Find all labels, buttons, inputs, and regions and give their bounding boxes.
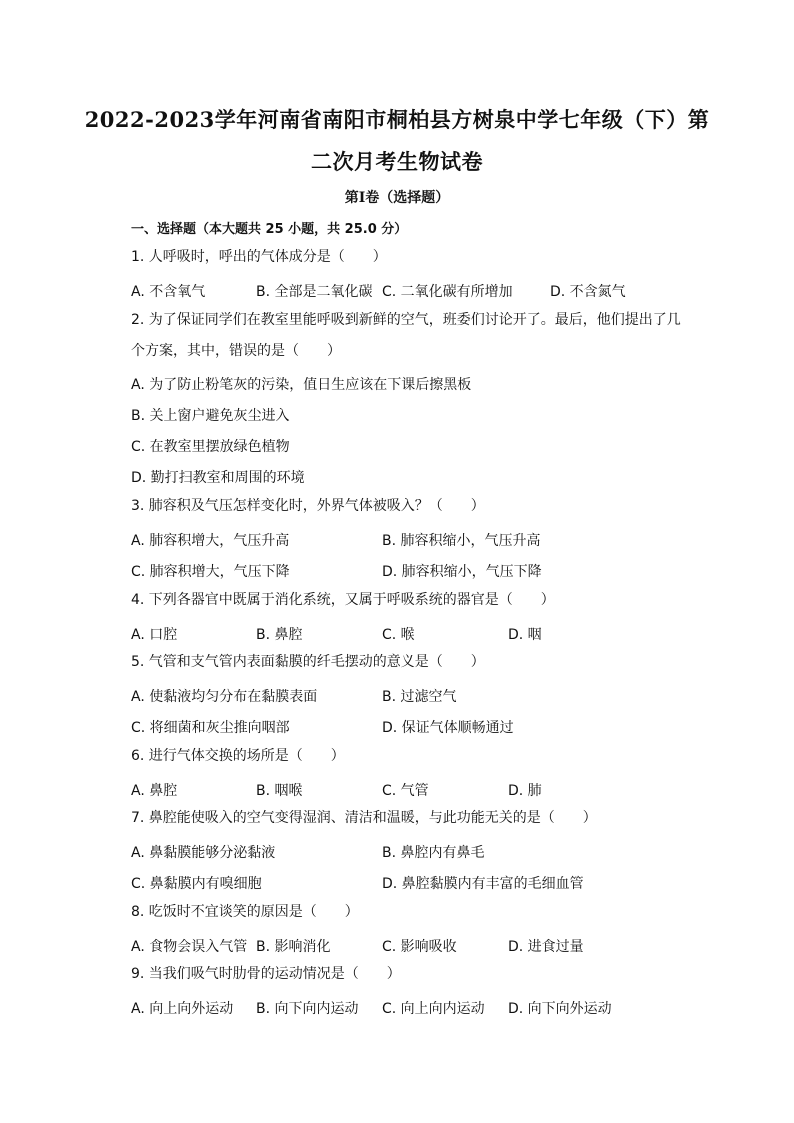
section-heading: 第I卷（选择题） <box>344 190 450 206</box>
question-1-option-c: C. 二氧化碳有所增加 <box>382 284 513 300</box>
question-7-option-a: A. 鼻黏膜能够分泌黏液 <box>131 845 276 861</box>
question-8-option-d: D. 进食过量 <box>508 939 584 955</box>
question-3-option-c: C. 肺容积增大，气压下降 <box>131 564 290 580</box>
question-9-stem: 9. 当我们吸气时肋骨的运动情况是（ ） <box>131 966 401 982</box>
question-8-stem: 8. 吃饭时不宜谈笑的原因是（ ） <box>131 904 359 920</box>
question-6-option-a: A. 鼻腔 <box>131 783 178 799</box>
question-6-stem: 6. 进行气体交换的场所是（ ） <box>131 748 345 764</box>
question-1-option-a: A. 不含氧气 <box>131 284 206 300</box>
question-1-stem: 1. 人呼吸时，呼出的气体成分是（ ） <box>131 249 387 265</box>
question-2-stem-line2: 个方案，其中，错误的是（ ） <box>131 343 341 359</box>
question-3-option-b: B. 肺容积缩小，气压升高 <box>382 533 541 549</box>
question-8-option-a: A. 食物会误入气管 <box>131 939 248 955</box>
question-7-option-d: D. 鼻腔黏膜内有丰富的毛细血管 <box>382 876 584 892</box>
question-7-option-b: B. 鼻腔内有鼻毛 <box>382 845 485 861</box>
question-5-option-d: D. 保证气体顺畅通过 <box>382 720 514 736</box>
question-5-option-b: B. 过滤空气 <box>382 689 457 705</box>
question-9-option-b: B. 向下向内运动 <box>256 1001 359 1017</box>
question-7-stem: 7. 鼻腔能使吸入的空气变得湿润、清洁和温暖，与此功能无关的是（ ） <box>131 810 597 826</box>
question-7-option-c: C. 鼻黏膜内有嗅细胞 <box>131 876 262 892</box>
question-4-option-c: C. 喉 <box>382 627 415 643</box>
question-5-option-a: A. 使黏液均匀分布在黏膜表面 <box>131 689 318 705</box>
question-8-option-c: C. 影响吸收 <box>382 939 457 955</box>
question-6-option-c: C. 气管 <box>382 783 429 799</box>
question-2-stem-line1: 2. 为了保证同学们在教室里能呼吸到新鲜的空气，班委们讨论开了。最后，他们提出了几 <box>131 312 681 328</box>
question-9-option-c: C. 向上向内运动 <box>382 1001 485 1017</box>
part-heading: 一、选择题（本大题共 25 小题，共 25.0 分） <box>131 222 408 237</box>
question-4-option-a: A. 口腔 <box>131 627 178 643</box>
question-2-option-d: D. 勤打扫教室和周围的环境 <box>131 470 305 486</box>
question-5-option-c: C. 将细菌和灰尘推向咽部 <box>131 720 290 736</box>
question-2-option-c: C. 在教室里摆放绿色植物 <box>131 439 290 455</box>
question-1-option-b: B. 全部是二氧化碳 <box>256 284 373 300</box>
question-9-option-d: D. 向下向外运动 <box>508 1001 612 1017</box>
question-3-stem: 3. 肺容积及气压怎样变化时，外界气体被吸入？（ ） <box>131 498 485 514</box>
exam-title-line1: 2022-2023学年河南省南阳市桐柏县方树泉中学七年级（下）第 <box>84 107 710 132</box>
question-3-option-a: A. 肺容积增大，气压升高 <box>131 533 290 549</box>
exam-title-line2: 二次月考生物试卷 <box>311 149 483 174</box>
question-5-stem: 5. 气管和支气管内表面黏膜的纤毛摆动的意义是（ ） <box>131 654 485 670</box>
question-4-stem: 4. 下列各器官中既属于消化系统，又属于呼吸系统的器官是（ ） <box>131 592 555 608</box>
question-4-option-b: B. 鼻腔 <box>256 627 303 643</box>
question-4-option-d: D. 咽 <box>508 627 542 643</box>
question-9-option-a: A. 向上向外运动 <box>131 1001 234 1017</box>
question-1-option-d: D. 不含氮气 <box>550 284 626 300</box>
question-3-option-d: D. 肺容积缩小，气压下降 <box>382 564 542 580</box>
question-6-option-b: B. 咽喉 <box>256 783 303 799</box>
question-6-option-d: D. 肺 <box>508 783 542 799</box>
question-2-option-a: A. 为了防止粉笔灰的污染，值日生应该在下课后擦黑板 <box>131 377 472 393</box>
question-2-option-b: B. 关上窗户避免灰尘进入 <box>131 408 290 424</box>
question-8-option-b: B. 影响消化 <box>256 939 331 955</box>
